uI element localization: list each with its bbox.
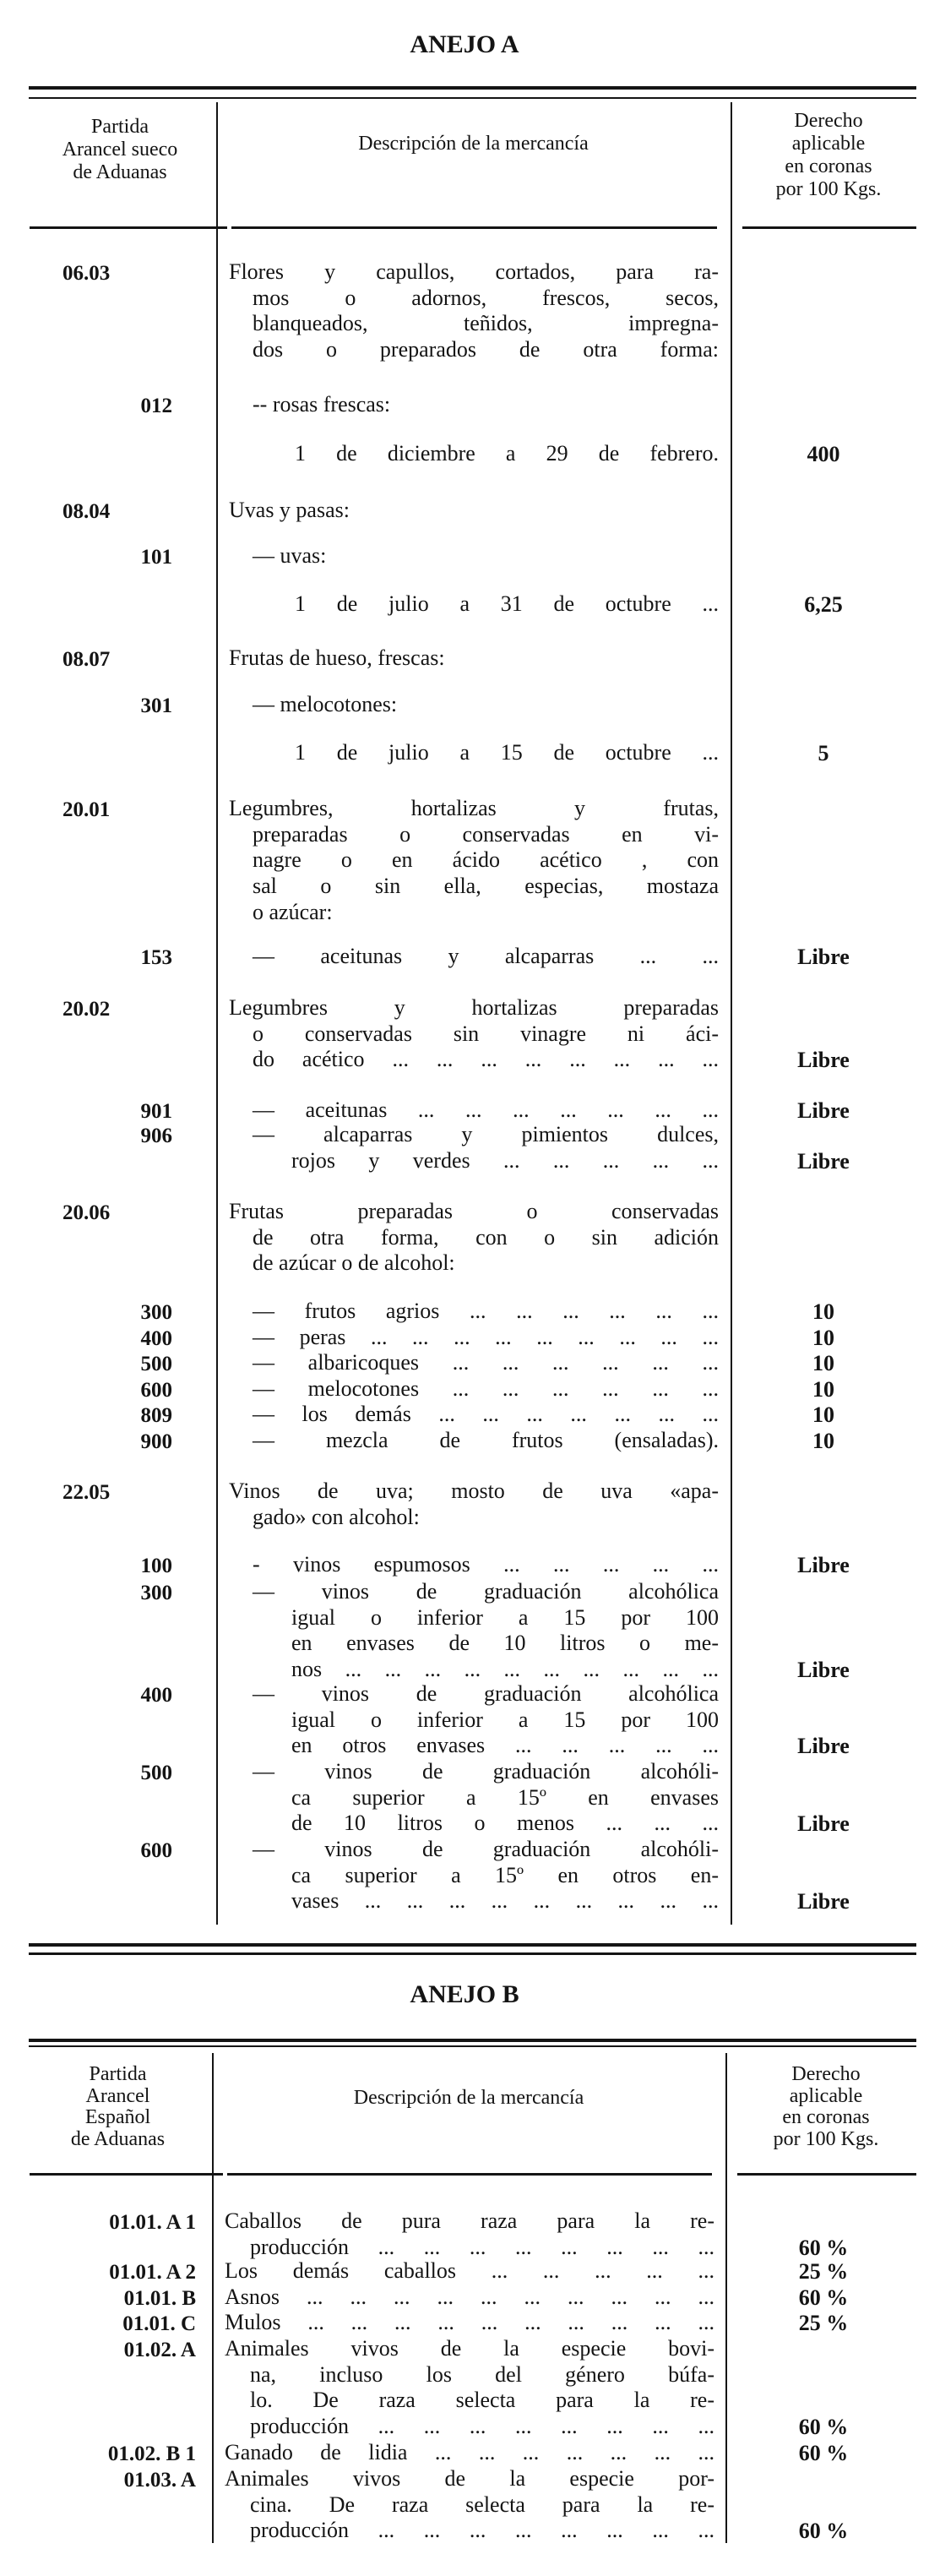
anejo-a-description-line: igual o inferior a 15 por 100: [291, 1707, 719, 1732]
anejo-b-description-line: Los demás caballos ... ... ... ... ...: [225, 2258, 714, 2283]
anejo-b-description-line: lo. De raza selecta para la re-: [250, 2388, 714, 2413]
anejo-a-description-line: de otra forma, con o sin adición: [253, 1224, 719, 1250]
anejo-b-tariff-code: 01.01. A 2: [109, 2261, 196, 2284]
anejo-a-description-line: 1 de julio a 15 de octubre ...: [295, 740, 719, 765]
anejo-b-description-line: producción ... ... ... ... ... ... ... ...: [250, 2518, 714, 2543]
anejo-a-description-line: — melocotones ... ... ... ... ... ...: [253, 1375, 719, 1401]
anejo-a-description-line: dos o preparados de otra forma:: [253, 337, 719, 362]
anejo-a-description-line: Vinos de uva; mosto de uva «apa-: [229, 1479, 719, 1503]
anejo-a-description-line: — aceitunas ... ... ... ... ... ... ...: [253, 1097, 719, 1122]
anejo-a-duty-value: Libre: [797, 1098, 850, 1123]
anejo-a-description-line: Legumbres, hortalizas y frutas,: [229, 796, 719, 820]
anejo-a-title: ANEJO A: [410, 30, 519, 58]
anejo-b-description-line: Asnos ... ... ... ... ... ... ... ... ... ...: [225, 2285, 714, 2309]
anejo-a-top-rule: [29, 97, 916, 99]
anejo-a-description-line: — albaricoques ... ... ... ... ... ...: [253, 1350, 719, 1375]
anejo-b-header-underline: [737, 2173, 916, 2176]
anejo-a-top-rule: [29, 86, 916, 90]
anejo-b-column-divider: [725, 2053, 727, 2543]
anejo-a-duty-value: 10: [812, 1402, 834, 1428]
anejo-a-duty-value: 10: [812, 1351, 834, 1376]
anejo-a-description-line: — vinos de graduación alcohóli-: [253, 1759, 719, 1784]
anejo-a-tariff-code: 400: [140, 1684, 172, 1707]
anejo-a-duty-value: 400: [807, 442, 840, 466]
anejo-a-tariff-code: 809: [140, 1404, 172, 1428]
anejo-b-duty-value: 25 %: [798, 2259, 849, 2284]
anejo-b-header-partida: Partida: [89, 2063, 147, 2085]
anejo-b-description-line: Mulos ... ... ... ... ... ... ... ... ... ...: [225, 2310, 714, 2334]
anejo-a-duty-value: Libre: [797, 1658, 850, 1683]
anejo-a-tariff-code: 301: [140, 694, 172, 717]
anejo-b-header-partida: de Aduanas: [70, 2128, 166, 2150]
anejo-b-column-divider: [212, 2053, 214, 2543]
anejo-a-description-line: o azúcar:: [253, 899, 333, 924]
anejo-a-duty-value: 10: [812, 1299, 834, 1324]
anejo-a-description-line: en otros envases ... ... ... ... ...: [291, 1733, 719, 1758]
anejo-a-header-derecho: en coronas: [785, 155, 872, 177]
anejo-a-duty-value: Libre: [797, 1553, 850, 1577]
anejo-a-duty-value: 5: [818, 741, 829, 765]
anejo-b-tariff-code: 01.02. B 1: [107, 2443, 196, 2465]
anejo-a-column-divider: [216, 102, 218, 1925]
anejo-a-duty-value: 10: [812, 1325, 834, 1350]
anejo-a-description-line: -- rosas frescas:: [253, 392, 391, 417]
anejo-a-tariff-code: 906: [140, 1125, 172, 1147]
anejo-b-tariff-code: 01.01. A 1: [109, 2211, 196, 2234]
anejo-a-header-derecho: aplicable: [791, 133, 866, 155]
anejo-a-duty-value: Libre: [797, 945, 850, 969]
anejo-a-header-underline: [30, 226, 227, 229]
anejo-a-description-line: — mezcla de frutos (ensaladas).: [253, 1428, 719, 1452]
anejo-a-header-partida: de Aduanas: [73, 161, 167, 183]
anejo-a-tariff-code: 100: [140, 1555, 172, 1577]
anejo-a-description-line: 1 de julio a 31 de octubre ...: [295, 591, 719, 616]
anejo-a-description-line: sal o sin ella, especias, mostaza: [253, 874, 719, 899]
anejo-a-tariff-code: 600: [140, 1839, 172, 1862]
anejo-a-description-line: preparadas o conservadas en vi-: [253, 821, 719, 847]
anejo-b-header-derecho: en coronas: [782, 2106, 870, 2128]
anejo-a-description-line: Frutas de hueso, frescas:: [229, 645, 445, 670]
anejo-b-description-line: Animales vivos de la especie bovi-: [225, 2336, 714, 2361]
anejo-b-duty-value: 60 %: [798, 2285, 849, 2310]
anejo-a-description-line: de azúcar o de alcohol:: [253, 1250, 455, 1276]
anejo-a-description-line: ca superior a 15º en otros en-: [291, 1862, 719, 1887]
anejo-a-description-line: en envases de 10 litros o me-: [291, 1631, 719, 1656]
anejo-b-description-line: Ganado de lidia ... ... ... ... ... ... ...: [225, 2440, 714, 2464]
anejo-a-tariff-code: 500: [140, 1353, 172, 1376]
anejo-a-description-line: 1 de diciembre a 29 de febrero.: [295, 441, 719, 466]
anejo-a-tariff-code: 06.03: [62, 262, 111, 285]
anejo-a-duty-value: 6,25: [804, 592, 843, 617]
anejo-a-description-line: — vinos de graduación alcohólica: [253, 1681, 719, 1706]
anejo-a-column-divider: [731, 102, 732, 1925]
anejo-a-description-line: — frutos agrios ... ... ... ... ... ...: [253, 1299, 719, 1323]
anejo-b-description-line: producción ... ... ... ... ... ... ... ...: [250, 2414, 714, 2439]
anejo-a-tariff-code: 20.02: [62, 998, 111, 1021]
anejo-a-duty-value: Libre: [797, 1148, 850, 1174]
anejo-b-duty-value: 60 %: [798, 2519, 849, 2544]
anejo-a-duty-value: Libre: [797, 1889, 850, 1914]
anejo-b-header-derecho: por 100 Kgs.: [773, 2128, 879, 2150]
anejo-b-description-line: producción ... ... ... ... ... ... ... ...: [250, 2234, 714, 2259]
anejo-a-tariff-code: 153: [140, 946, 172, 969]
anejo-a-description-line: nos ... ... ... ... ... ... ... ... ... ...: [291, 1657, 719, 1682]
anejo-a-header-partida: Arancel sueco: [62, 139, 178, 161]
anejo-a-description-line: - vinos espumosos ... ... ... ... ...: [253, 1552, 719, 1577]
anejo-a-tariff-code: 20.06: [62, 1201, 111, 1224]
anejo-a-bottom-rule: [29, 1943, 916, 1947]
anejo-a-tariff-code: 300: [140, 1301, 172, 1324]
anejo-a-description-line: gado» con alcohol:: [253, 1504, 420, 1529]
anejo-a-tariff-code: 08.07: [62, 648, 111, 671]
anejo-a-tariff-code: 08.04: [62, 500, 111, 523]
anejo-a-header-derecho: Derecho: [794, 110, 863, 132]
anejo-b-header-underline: [30, 2173, 223, 2176]
anejo-b-duty-value: 60 %: [798, 2415, 849, 2440]
anejo-a-duty-value: Libre: [797, 1811, 850, 1837]
anejo-b-description-line: na, incluso los del género búfa-: [250, 2361, 714, 2387]
anejo-b-description-line: Animales vivos de la especie por-: [225, 2466, 714, 2491]
anejo-a-header-underline: [231, 226, 717, 229]
anejo-a-duty-value: Libre: [797, 1048, 850, 1073]
anejo-a-description-line: igual o inferior a 15 por 100: [291, 1604, 719, 1630]
anejo-b-header-partida: Arancel: [85, 2085, 150, 2107]
anejo-b-tariff-code: 01.01. B: [123, 2287, 196, 2310]
anejo-b-header-underline: [227, 2173, 712, 2176]
anejo-a-description-line: — vinos de graduación alcohóli-: [253, 1837, 719, 1861]
anejo-a-description-line: — melocotones:: [253, 692, 398, 716]
anejo-b-tariff-code: 01.01. C: [122, 2312, 196, 2335]
anejo-a-description-line: Uvas y pasas:: [229, 498, 350, 522]
anejo-a-bottom-rule: [29, 1952, 916, 1955]
anejo-b-description-line: Caballos de pura raza para la re-: [225, 2208, 714, 2233]
anejo-a-description-line: nagre o en ácido acético , con: [253, 847, 719, 873]
anejo-a-header-derecho: por 100 Kgs.: [775, 178, 882, 200]
anejo-a-tariff-code: 900: [140, 1430, 172, 1453]
anejo-b-description-line: cina. De raza selecta para la re-: [250, 2492, 714, 2517]
anejo-a-header-partida: Partida: [91, 116, 149, 138]
anejo-a-description-line: — aceitunas y alcaparras ... ...: [253, 944, 719, 968]
anejo-a-description-line: o conservadas sin vinagre ni áci-: [253, 1021, 719, 1046]
anejo-a-description-line: — uvas:: [253, 543, 327, 568]
anejo-a-tariff-code: 012: [140, 395, 172, 417]
anejo-a-header-underline: [742, 226, 916, 229]
anejo-a-description-line: — vinos de graduación alcohólica: [253, 1579, 719, 1604]
anejo-b-header-partida: Español: [84, 2106, 151, 2128]
anejo-a-description-line: — peras ... ... ... ... ... ... ... ... ...: [253, 1324, 719, 1349]
anejo-a-description-line: Flores y capullos, cortados, para ra-: [229, 259, 719, 284]
anejo-b-top-rule: [29, 2045, 916, 2047]
anejo-b-header-descripcion: Descripción de la mercancía: [353, 2087, 584, 2109]
anejo-a-duty-value: Libre: [797, 1734, 850, 1759]
anejo-a-description-line: mos o adornos, frescos, secos,: [253, 285, 719, 310]
anejo-a-description-line: — alcaparras y pimientos dulces,: [253, 1122, 719, 1146]
anejo-b-tariff-code: 01.03. A: [123, 2469, 196, 2492]
anejo-a-description-line: do acético ... ... ... ... ... ... ... ...: [253, 1047, 719, 1072]
anejo-a-header-descripcion: Descripción de la mercancía: [358, 133, 589, 155]
anejo-b-duty-value: 60 %: [798, 2235, 849, 2260]
anejo-b-tariff-code: 01.02. A: [123, 2339, 196, 2361]
anejo-b-duty-value: 25 %: [798, 2311, 849, 2335]
anejo-b-header-derecho: Derecho: [791, 2063, 861, 2085]
anejo-b-top-rule: [29, 2039, 916, 2042]
anejo-b-duty-value: 60 %: [798, 2441, 849, 2465]
anejo-a-tariff-code: 500: [140, 1762, 172, 1784]
anejo-a-description-line: rojos y verdes ... ... ... ... ...: [291, 1147, 719, 1173]
anejo-a-tariff-code: 22.05: [62, 1481, 111, 1504]
anejo-a-duty-value: 10: [812, 1376, 834, 1402]
anejo-a-tariff-code: 101: [140, 546, 172, 569]
anejo-a-tariff-code: 20.01: [62, 798, 111, 821]
anejo-a-description-line: Legumbres y hortalizas preparadas: [229, 995, 719, 1020]
anejo-a-description-line: vases ... ... ... ... ... ... ... ... ...: [291, 1888, 719, 1914]
anejo-a-tariff-code: 901: [140, 1100, 172, 1123]
anejo-a-tariff-code: 600: [140, 1378, 172, 1402]
anejo-a-description-line: ca superior a 15º en envases: [291, 1784, 719, 1810]
anejo-a-duty-value: 10: [812, 1429, 834, 1453]
anejo-a-description-line: de 10 litros o menos ... ... ...: [291, 1811, 719, 1836]
anejo-a-tariff-code: 400: [140, 1326, 172, 1350]
anejo-a-tariff-code: 300: [140, 1582, 172, 1604]
anejo-b-header-derecho: aplicable: [789, 2085, 863, 2107]
anejo-a-description-line: Frutas preparadas o conservadas: [229, 1199, 719, 1223]
anejo-a-description-line: — los demás ... ... ... ... ... ... ...: [253, 1402, 719, 1427]
anejo-a-description-line: blanqueados, teñidos, impregna-: [253, 311, 719, 336]
anejo-b-title: ANEJO B: [410, 1980, 519, 2008]
